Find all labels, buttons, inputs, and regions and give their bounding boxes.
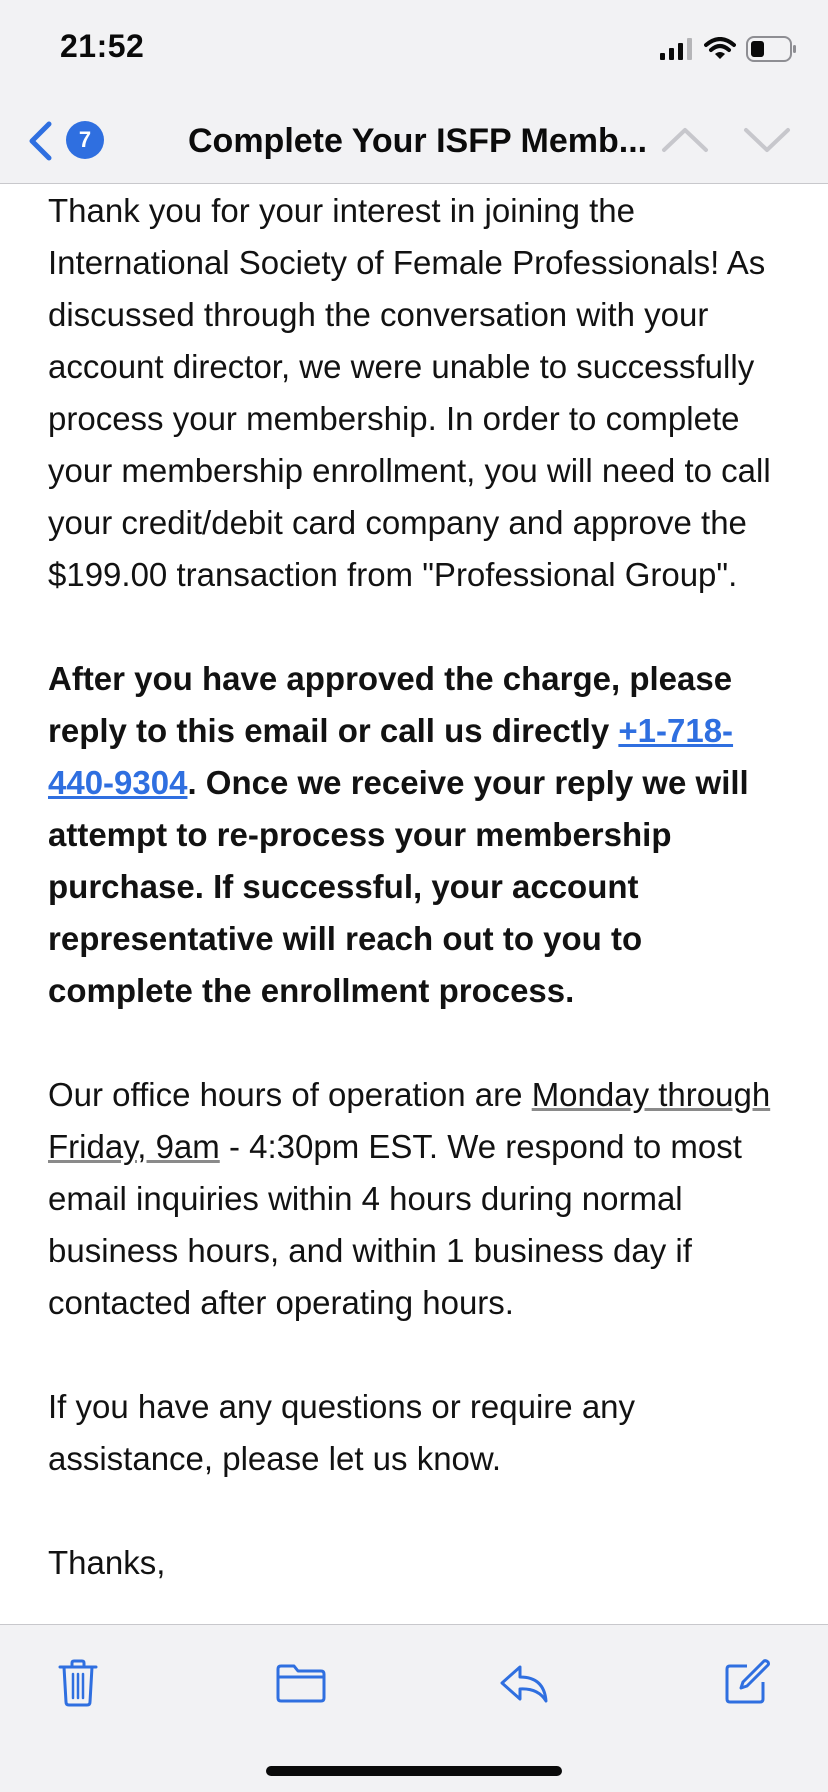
body-closing: Thanks, [48,1544,166,1581]
body-paragraph-intro: Thank you for your interest in joining the International Society of Female Professionals! As discussed through the conversation with your account director, we were unable to successfully process your membership. In order to complete your membership enrollment, you will need to call your credit/debit card company and approve the $199.00 transaction from "Professional Group". [48,192,771,593]
instructions-text-end: . Once we receive your reply we will attempt to re-process your membership purchase. If successful, your account representative will reach out to you to complete the enrollment process. [48,764,749,1009]
office-hours-text-start: Our office hours of operation are [48,1076,532,1113]
phone-number-link[interactable]: +1-718-440-9304 [48,712,734,801]
email-body[interactable] [48,185,788,1623]
chevron-up-icon [660,120,710,160]
cellular-signal-icon [660,38,694,60]
body-paragraph-office-hours [48,1069,788,1329]
home-indicator[interactable] [266,1766,562,1776]
compose-button[interactable] [716,1653,776,1713]
previous-email-button[interactable] [660,120,710,160]
body-paragraph-instructions [48,653,788,1017]
status-icons [660,32,798,66]
chevron-down-icon [742,120,792,160]
compose-icon [721,1658,771,1708]
reply-icon [498,1661,550,1705]
folder-icon [275,1661,327,1705]
trash-icon [56,1658,100,1708]
next-email-button[interactable] [742,120,792,160]
office-hours-text-end: - 4:30pm EST. We respond to most email inquiries within 4 hours during normal business hours, and within 1 business day if contacted after operating hours. [48,1128,742,1321]
chevron-left-icon [27,121,53,161]
battery-icon [746,36,798,62]
paragraph-spacer [48,1485,788,1537]
instructions-text-start: After you have approved the charge, please reply to this email or call us directly [48,660,733,749]
status-bar [0,0,828,100]
paragraph-spacer [48,1329,788,1381]
back-button[interactable] [20,116,60,166]
status-time: 21:52 [60,28,145,64]
paragraph-spacer [48,1017,788,1069]
unread-count-badge: 7 [66,121,104,159]
reply-button[interactable] [494,1653,554,1713]
move-to-folder-button[interactable] [271,1653,331,1713]
delete-button[interactable] [48,1653,108,1713]
wifi-icon [704,37,736,61]
date-detector-link[interactable]: Monday through Friday, 9am [48,1076,771,1165]
body-paragraph-questions: If you have any questions or require any assistance, please let us know. [48,1388,636,1477]
paragraph-spacer [48,601,788,653]
email-subject-title: Complete Your ISFP Memb... [188,122,648,160]
